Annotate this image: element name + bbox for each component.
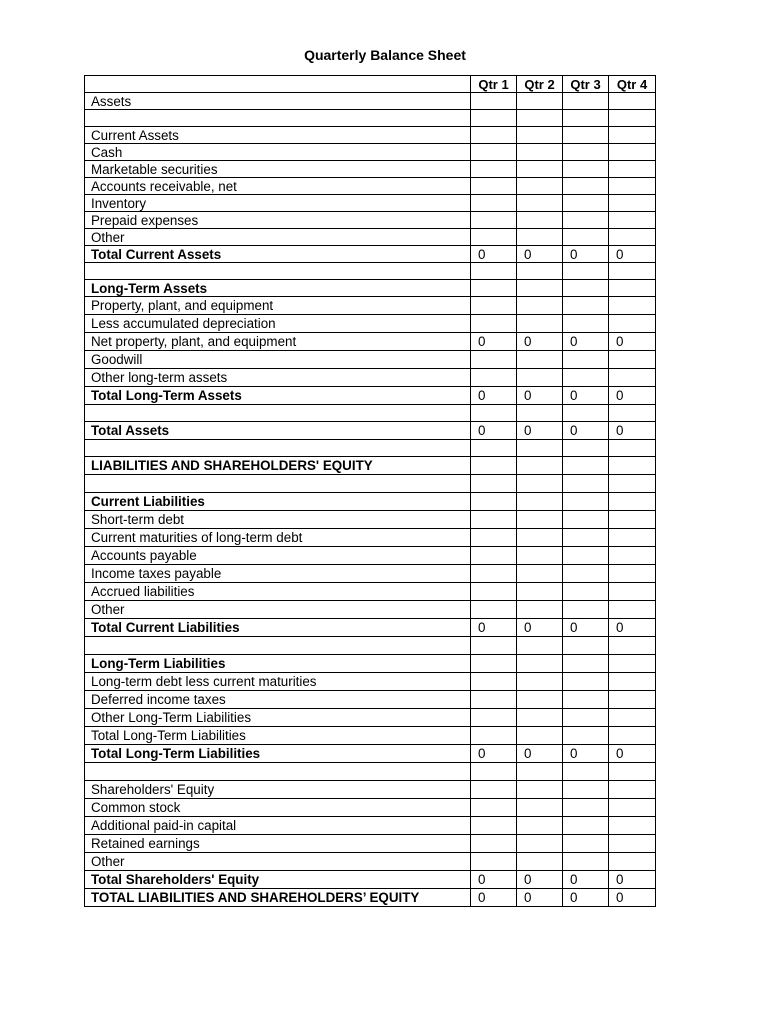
qtr1-value-cell[interactable] [471, 93, 517, 110]
table-row [85, 781, 656, 799]
qtr1-value-cell[interactable] [471, 212, 517, 229]
qtr4-value-cell[interactable] [609, 691, 656, 709]
table-row [85, 619, 656, 637]
qtr3-value-cell[interactable] [563, 161, 609, 178]
row-label [85, 263, 471, 280]
qtr1-value-cell[interactable] [471, 511, 517, 529]
header-label-cell [85, 76, 471, 93]
qtr1-value-cell[interactable] [471, 127, 517, 144]
row-label: Short-term debt [85, 511, 471, 529]
qtr3-value-cell[interactable] [563, 637, 609, 655]
qtr3-value-cell[interactable] [563, 178, 609, 195]
qtr1-value-cell[interactable] [471, 799, 517, 817]
qtr1-value-cell[interactable] [471, 565, 517, 583]
qtr2-value-cell[interactable] [517, 781, 563, 799]
qtr1-value-cell[interactable] [471, 195, 517, 212]
qtr2-value-cell[interactable] [517, 475, 563, 493]
row-label: Less accumulated depreciation [85, 315, 471, 333]
qtr4-value-cell[interactable] [609, 835, 656, 853]
qtr4-value-cell[interactable] [609, 601, 656, 619]
row-label [85, 763, 471, 781]
qtr3-value-cell[interactable]: 0 [563, 333, 609, 351]
table-row [85, 871, 656, 889]
qtr1-value-cell[interactable]: 0 [471, 422, 517, 440]
table-row [85, 637, 656, 655]
row-label [85, 475, 471, 493]
table-row [85, 440, 656, 457]
qtr3-value-cell[interactable] [563, 405, 609, 422]
qtr4-value-cell[interactable] [609, 144, 656, 161]
qtr1-value-cell[interactable]: 0 [471, 246, 517, 263]
row-label: Long-Term Assets [85, 280, 471, 297]
qtr4-value-cell[interactable] [609, 511, 656, 529]
row-label: Other [85, 601, 471, 619]
qtr3-value-cell[interactable] [563, 655, 609, 673]
row-label: Total Current Liabilities [85, 619, 471, 637]
qtr1-value-cell[interactable] [471, 655, 517, 673]
qtr2-value-cell[interactable]: 0 [517, 422, 563, 440]
qtr1-value-cell[interactable] [471, 727, 517, 745]
table-row [85, 511, 656, 529]
row-label: Inventory [85, 195, 471, 212]
qtr1-value-cell[interactable] [471, 369, 517, 387]
qtr3-value-cell[interactable] [563, 457, 609, 475]
qtr3-value-cell[interactable] [563, 601, 609, 619]
qtr1-value-cell[interactable] [471, 315, 517, 333]
qtr4-value-cell[interactable] [609, 565, 656, 583]
qtr2-value-cell[interactable] [517, 263, 563, 280]
qtr2-value-cell[interactable] [517, 351, 563, 369]
qtr2-value-cell[interactable] [517, 195, 563, 212]
qtr1-value-cell[interactable]: 0 [471, 871, 517, 889]
qtr4-value-cell[interactable] [609, 127, 656, 144]
qtr3-value-cell[interactable] [563, 440, 609, 457]
qtr2-value-cell[interactable] [517, 763, 563, 781]
qtr4-value-cell[interactable] [609, 161, 656, 178]
table-row [85, 246, 656, 263]
qtr4-value-cell[interactable] [609, 853, 656, 871]
row-label [85, 405, 471, 422]
qtr4-value-cell[interactable]: 0 [609, 246, 656, 263]
row-label: Total Long-Term Liabilities [85, 745, 471, 763]
row-label: Common stock [85, 799, 471, 817]
qtr4-value-cell[interactable] [609, 799, 656, 817]
table-row [85, 229, 656, 246]
table-row [85, 817, 656, 835]
table-row [85, 763, 656, 781]
table-row [85, 691, 656, 709]
qtr2-value-cell[interactable]: 0 [517, 745, 563, 763]
qtr1-value-cell[interactable] [471, 493, 517, 511]
qtr4-value-cell[interactable] [609, 529, 656, 547]
qtr1-value-cell[interactable] [471, 763, 517, 781]
qtr2-value-cell[interactable]: 0 [517, 619, 563, 637]
qtr4-value-cell[interactable] [609, 110, 656, 127]
table-row [85, 280, 656, 297]
qtr2-value-cell[interactable] [517, 565, 563, 583]
qtr3-value-cell[interactable] [563, 691, 609, 709]
qtr2-value-cell[interactable] [517, 835, 563, 853]
row-label: Property, plant, and equipment [85, 297, 471, 315]
qtr3-value-cell[interactable] [563, 475, 609, 493]
balance-sheet-table [84, 75, 656, 907]
qtr3-value-cell[interactable] [563, 709, 609, 727]
row-label: Accrued liabilities [85, 583, 471, 601]
table-row [85, 212, 656, 229]
qtr1-value-cell[interactable] [471, 161, 517, 178]
qtr3-value-cell[interactable] [563, 529, 609, 547]
qtr2-value-cell[interactable] [517, 529, 563, 547]
qtr3-value-cell[interactable] [563, 93, 609, 110]
qtr3-value-cell[interactable] [563, 297, 609, 315]
qtr4-value-cell[interactable] [609, 457, 656, 475]
row-label [85, 440, 471, 457]
table-row [85, 369, 656, 387]
qtr3-value-cell[interactable]: 0 [563, 619, 609, 637]
qtr4-value-cell[interactable] [609, 212, 656, 229]
qtr4-value-cell[interactable] [609, 583, 656, 601]
table-row [85, 422, 656, 440]
qtr2-value-cell[interactable]: 0 [517, 871, 563, 889]
qtr2-value-cell[interactable] [517, 601, 563, 619]
row-label: Shareholders' Equity [85, 781, 471, 799]
qtr3-value-cell[interactable] [563, 110, 609, 127]
qtr3-value-cell[interactable] [563, 835, 609, 853]
row-label [85, 110, 471, 127]
column-header-qtr1: Qtr 1 [471, 76, 517, 93]
qtr4-value-cell[interactable]: 0 [609, 387, 656, 405]
qtr4-value-cell[interactable] [609, 315, 656, 333]
qtr4-value-cell[interactable] [609, 763, 656, 781]
qtr4-value-cell[interactable]: 0 [609, 619, 656, 637]
qtr2-value-cell[interactable] [517, 161, 563, 178]
qtr2-value-cell[interactable] [517, 853, 563, 871]
header-row [85, 76, 656, 93]
row-label: Total Assets [85, 422, 471, 440]
row-label: Net property, plant, and equipment [85, 333, 471, 351]
qtr3-value-cell[interactable] [563, 127, 609, 144]
qtr1-value-cell[interactable] [471, 601, 517, 619]
qtr4-value-cell[interactable] [609, 369, 656, 387]
qtr2-value-cell[interactable] [517, 229, 563, 246]
qtr3-value-cell[interactable] [563, 853, 609, 871]
table-row [85, 529, 656, 547]
row-label: Total Long-Term Liabilities [85, 727, 471, 745]
qtr4-value-cell[interactable] [609, 178, 656, 195]
table-row [85, 799, 656, 817]
table-row [85, 745, 656, 763]
qtr3-value-cell[interactable] [563, 493, 609, 511]
row-label: Deferred income taxes [85, 691, 471, 709]
qtr1-value-cell[interactable]: 0 [471, 889, 517, 907]
qtr4-value-cell[interactable] [609, 297, 656, 315]
table-row [85, 195, 656, 212]
qtr4-value-cell[interactable] [609, 280, 656, 297]
table-row [85, 144, 656, 161]
qtr4-value-cell[interactable]: 0 [609, 745, 656, 763]
qtr4-value-cell[interactable] [609, 263, 656, 280]
qtr4-value-cell[interactable] [609, 673, 656, 691]
qtr2-value-cell[interactable] [517, 127, 563, 144]
row-label: Total Current Assets [85, 246, 471, 263]
column-header-qtr3: Qtr 3 [563, 76, 609, 93]
qtr3-value-cell[interactable] [563, 315, 609, 333]
table-row [85, 727, 656, 745]
table-row [85, 457, 656, 475]
qtr2-value-cell[interactable] [517, 673, 563, 691]
table-row [85, 835, 656, 853]
qtr4-value-cell[interactable] [609, 781, 656, 799]
qtr2-value-cell[interactable] [517, 727, 563, 745]
qtr1-value-cell[interactable] [471, 263, 517, 280]
row-label: Other [85, 853, 471, 871]
table-row [85, 853, 656, 871]
qtr3-value-cell[interactable]: 0 [563, 745, 609, 763]
row-label: Total Shareholders' Equity [85, 871, 471, 889]
qtr4-value-cell[interactable]: 0 [609, 889, 656, 907]
qtr1-value-cell[interactable] [471, 457, 517, 475]
row-label: Accounts receivable, net [85, 178, 471, 195]
table-row [85, 315, 656, 333]
qtr2-value-cell[interactable] [517, 178, 563, 195]
row-label: Goodwill [85, 351, 471, 369]
table-row [85, 263, 656, 280]
table-row [85, 475, 656, 493]
qtr1-value-cell[interactable] [471, 817, 517, 835]
qtr1-value-cell[interactable] [471, 110, 517, 127]
qtr2-value-cell[interactable] [517, 110, 563, 127]
qtr2-value-cell[interactable] [517, 691, 563, 709]
column-header-qtr2: Qtr 2 [517, 76, 563, 93]
qtr4-value-cell[interactable] [609, 229, 656, 246]
table-row [85, 297, 656, 315]
row-label: Current Liabilities [85, 493, 471, 511]
table-row [85, 655, 656, 673]
table-row [85, 110, 656, 127]
qtr2-value-cell[interactable] [517, 637, 563, 655]
qtr1-value-cell[interactable] [471, 637, 517, 655]
qtr2-value-cell[interactable] [517, 799, 563, 817]
row-label: Prepaid expenses [85, 212, 471, 229]
qtr4-value-cell[interactable] [609, 655, 656, 673]
qtr1-value-cell[interactable] [471, 229, 517, 246]
qtr2-value-cell[interactable] [517, 457, 563, 475]
row-label: LIABILITIES AND SHAREHOLDERS' EQUITY [85, 457, 471, 475]
row-label: Other long-term assets [85, 369, 471, 387]
row-label: Cash [85, 144, 471, 161]
qtr3-value-cell[interactable] [563, 565, 609, 583]
qtr2-value-cell[interactable] [517, 440, 563, 457]
qtr1-value-cell[interactable] [471, 280, 517, 297]
page-title: Quarterly Balance Sheet [304, 47, 466, 63]
qtr3-value-cell[interactable] [563, 195, 609, 212]
qtr2-value-cell[interactable] [517, 93, 563, 110]
qtr2-value-cell[interactable] [517, 280, 563, 297]
qtr3-value-cell[interactable]: 0 [563, 246, 609, 263]
qtr1-value-cell[interactable] [471, 709, 517, 727]
row-label: Marketable securities [85, 161, 471, 178]
row-label: Additional paid-in capital [85, 817, 471, 835]
qtr1-value-cell[interactable] [471, 144, 517, 161]
qtr2-value-cell[interactable]: 0 [517, 246, 563, 263]
qtr2-value-cell[interactable] [517, 212, 563, 229]
table-row [85, 387, 656, 405]
qtr2-value-cell[interactable]: 0 [517, 333, 563, 351]
qtr4-value-cell[interactable] [609, 405, 656, 422]
table-row [85, 405, 656, 422]
row-label: Current maturities of long-term debt [85, 529, 471, 547]
qtr4-value-cell[interactable] [609, 93, 656, 110]
row-label: Accounts payable [85, 547, 471, 565]
qtr1-value-cell[interactable]: 0 [471, 333, 517, 351]
qtr2-value-cell[interactable] [517, 817, 563, 835]
qtr1-value-cell[interactable] [471, 835, 517, 853]
qtr3-value-cell[interactable] [563, 212, 609, 229]
qtr4-value-cell[interactable] [609, 637, 656, 655]
qtr4-value-cell[interactable] [609, 727, 656, 745]
qtr4-value-cell[interactable]: 0 [609, 333, 656, 351]
qtr1-value-cell[interactable] [471, 440, 517, 457]
qtr4-value-cell[interactable] [609, 440, 656, 457]
qtr1-value-cell[interactable] [471, 529, 517, 547]
row-label: TOTAL LIABILITIES AND SHAREHOLDERS’ EQUITY [85, 889, 471, 907]
row-label: Income taxes payable [85, 565, 471, 583]
qtr3-value-cell[interactable]: 0 [563, 422, 609, 440]
qtr4-value-cell[interactable] [609, 351, 656, 369]
row-label: Other [85, 229, 471, 246]
qtr3-value-cell[interactable] [563, 511, 609, 529]
table-row [85, 709, 656, 727]
table-row [85, 161, 656, 178]
qtr4-value-cell[interactable] [609, 547, 656, 565]
qtr1-value-cell[interactable] [471, 547, 517, 565]
qtr3-value-cell[interactable] [563, 817, 609, 835]
qtr1-value-cell[interactable]: 0 [471, 619, 517, 637]
qtr2-value-cell[interactable] [517, 547, 563, 565]
qtr3-value-cell[interactable] [563, 351, 609, 369]
qtr4-value-cell[interactable] [609, 493, 656, 511]
table-row [85, 333, 656, 351]
table-row [85, 93, 656, 110]
qtr2-value-cell[interactable] [517, 369, 563, 387]
qtr3-value-cell[interactable] [563, 547, 609, 565]
qtr2-value-cell[interactable] [517, 144, 563, 161]
qtr1-value-cell[interactable] [471, 853, 517, 871]
qtr2-value-cell[interactable] [517, 655, 563, 673]
table-row [85, 547, 656, 565]
table-row [85, 351, 656, 369]
row-label: Long-Term Liabilities [85, 655, 471, 673]
qtr2-value-cell[interactable] [517, 297, 563, 315]
qtr1-value-cell[interactable] [471, 781, 517, 799]
table-row [85, 583, 656, 601]
qtr2-value-cell[interactable] [517, 511, 563, 529]
qtr1-value-cell[interactable]: 0 [471, 387, 517, 405]
table-row [85, 565, 656, 583]
qtr4-value-cell[interactable]: 0 [609, 871, 656, 889]
qtr3-value-cell[interactable]: 0 [563, 387, 609, 405]
row-label: Retained earnings [85, 835, 471, 853]
qtr3-value-cell[interactable]: 0 [563, 889, 609, 907]
qtr2-value-cell[interactable] [517, 583, 563, 601]
qtr1-value-cell[interactable] [471, 583, 517, 601]
row-label: Long-term debt less current maturities [85, 673, 471, 691]
column-header-qtr4: Qtr 4 [609, 76, 656, 93]
qtr2-value-cell[interactable] [517, 405, 563, 422]
qtr4-value-cell[interactable] [609, 475, 656, 493]
qtr1-value-cell[interactable]: 0 [471, 745, 517, 763]
qtr4-value-cell[interactable]: 0 [609, 422, 656, 440]
qtr3-value-cell[interactable] [563, 280, 609, 297]
qtr3-value-cell[interactable] [563, 263, 609, 280]
qtr1-value-cell[interactable] [471, 691, 517, 709]
row-label: Assets [85, 93, 471, 110]
qtr3-value-cell[interactable] [563, 369, 609, 387]
row-label: Total Long-Term Assets [85, 387, 471, 405]
qtr1-value-cell[interactable] [471, 475, 517, 493]
qtr3-value-cell[interactable] [563, 763, 609, 781]
qtr2-value-cell[interactable] [517, 315, 563, 333]
qtr1-value-cell[interactable] [471, 405, 517, 422]
qtr3-value-cell[interactable] [563, 229, 609, 246]
qtr3-value-cell[interactable] [563, 583, 609, 601]
qtr2-value-cell[interactable] [517, 493, 563, 511]
qtr3-value-cell[interactable]: 0 [563, 871, 609, 889]
qtr3-value-cell[interactable] [563, 144, 609, 161]
qtr3-value-cell[interactable] [563, 727, 609, 745]
qtr3-value-cell[interactable] [563, 673, 609, 691]
qtr1-value-cell[interactable] [471, 351, 517, 369]
table-row [85, 673, 656, 691]
qtr1-value-cell[interactable] [471, 178, 517, 195]
table-row [85, 127, 656, 144]
table-row [85, 493, 656, 511]
qtr4-value-cell[interactable] [609, 817, 656, 835]
row-label: Current Assets [85, 127, 471, 144]
qtr2-value-cell[interactable]: 0 [517, 889, 563, 907]
qtr4-value-cell[interactable] [609, 709, 656, 727]
qtr3-value-cell[interactable] [563, 781, 609, 799]
qtr1-value-cell[interactable] [471, 297, 517, 315]
table-row [85, 178, 656, 195]
qtr4-value-cell[interactable] [609, 195, 656, 212]
table-row [85, 601, 656, 619]
qtr2-value-cell[interactable] [517, 709, 563, 727]
qtr3-value-cell[interactable] [563, 799, 609, 817]
qtr2-value-cell[interactable]: 0 [517, 387, 563, 405]
row-label: Other Long-Term Liabilities [85, 709, 471, 727]
qtr1-value-cell[interactable] [471, 673, 517, 691]
table-row [85, 889, 656, 907]
row-label [85, 637, 471, 655]
